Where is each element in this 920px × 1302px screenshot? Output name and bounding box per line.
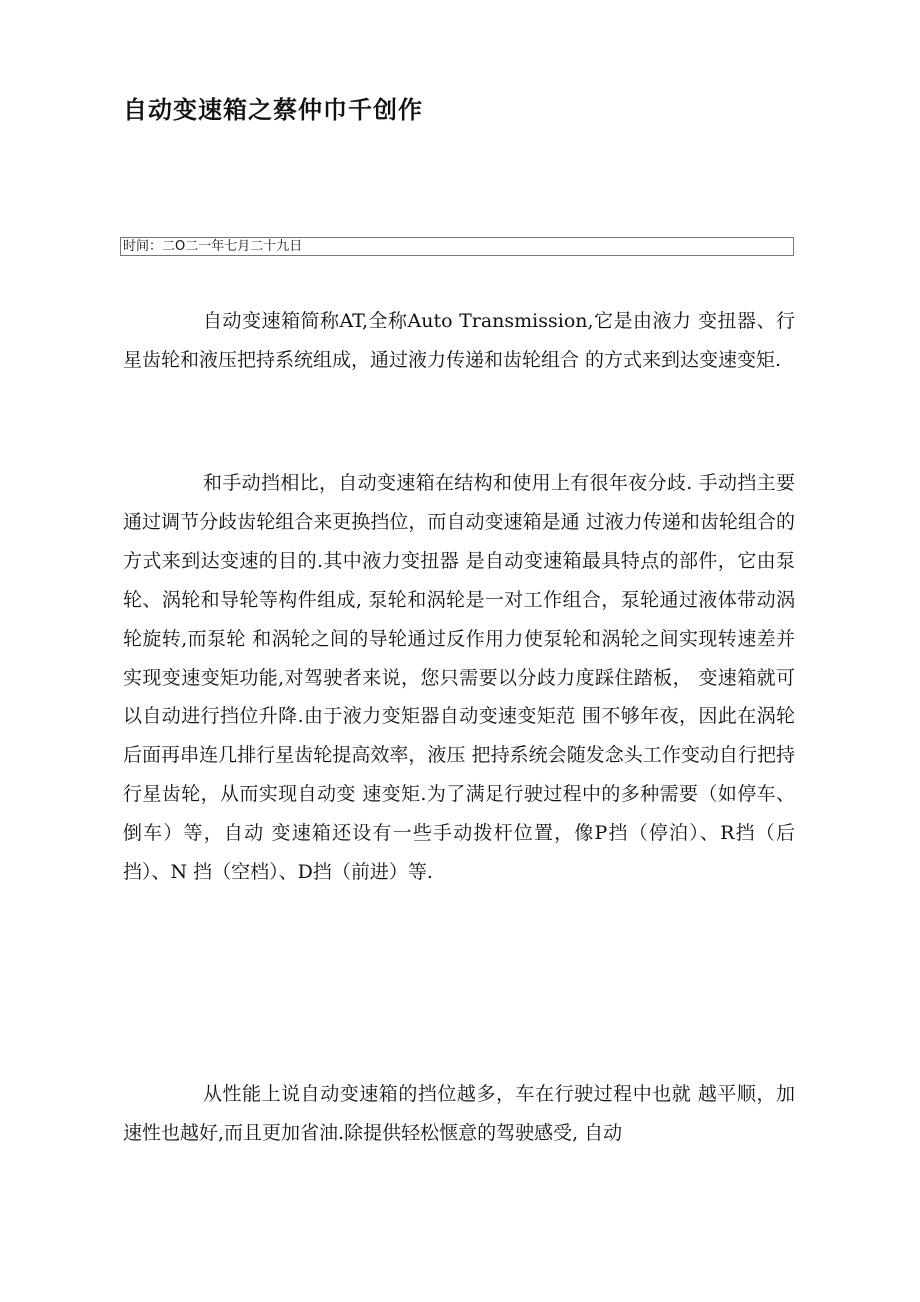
document-title: 自动变速箱之蔡仲巾千创作: [123, 96, 423, 124]
paragraph-comparison: 和手动挡相比，自动变速箱在结构和使用上有很年夜分歧. 手动挡主要通过调节分歧齿轮组合来更换挡位，而自动变速箱是通 过液力传递和齿轮组合的方式来到达变速的目的.其中液力变扭器 是自动变速箱最具特点的部件，它由泵轮、涡轮和导轮等构件组成, 泵轮和涡轮是一对工作组合，泵轮通过液体带动涡轮旋转,而泵轮 和涡轮之间的导轮通过反作用力使泵轮和涡轮之间实现转速差并 实现变速变矩功能,对驾驶者来说，您只需要以分歧力度踩住踏板， 变速箱就可以自动进行挡位升降.由于液力变矩器自动变速变矩范 围不够年夜，因此在涡轮后面再串连几排行星齿轮提高效率，液压 把持系统会随发念头工作变动自行把持行星齿轮，从而实现自动变 速变矩.为了满足行驶过程中的多种需要（如停车、倒车）等，自动 变速箱还设有一些手动拨杆位置，像P挡（停泊）、R挡（后挡）、N 挡（空档）、D挡（前进）等.: [123, 472, 795, 884]
paragraph-intro: 自动变速箱简称AT,全称Auto Transmission,它是由液力 变扭器、行星齿轮和液压把持系统组成，通过液力传递和齿轮组合 的方式来到达变速变矩.: [123, 310, 795, 371]
time-stamp-box: 时间：二O二一年七月二十九日: [120, 237, 794, 256]
paragraph-performance: 从性能上说自动变速箱的挡位越多，车在行驶过程中也就 越平顺，加速性也越好,而且更加省油.除提供轻松惬意的驾驶感受, 自动: [123, 1083, 795, 1144]
